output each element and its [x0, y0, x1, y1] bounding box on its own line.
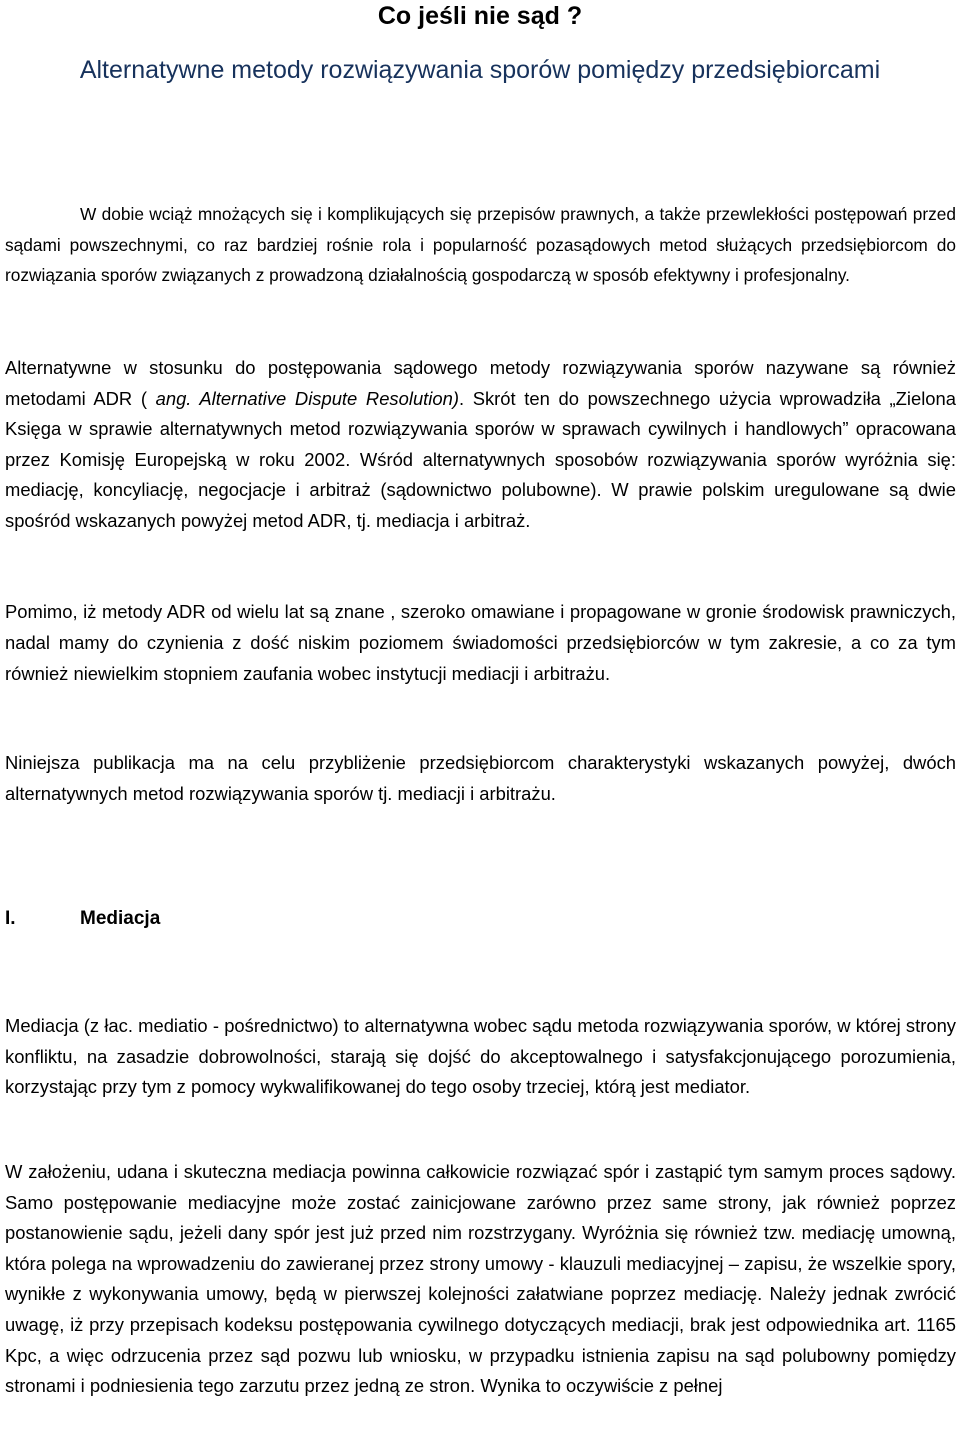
mediation-details-paragraph: W założeniu, udana i skuteczna mediacja powinna całkowicie rozwiązać spór i zastąpić tym samym proces sądowy. Samo postępowanie mediacyjne może zostać zainicjowane zarówno przez same strony, jak również poprzez postanowienie sądu, jeżeli dany spór jest już przed nim rozstrzygany. Wyróżnia się również tzw. mediację umowną, która polega na wprowadzeniu do zawieranej przez strony umowy - klauzuli mediacyjnej – zapisu, że wszelkie spory, wynikłe z wykonywania umowy, będą w pierwszej kolejności załatwiane poprzez mediację. Należy jednak zwrócić uwagę, iż przy przepisach kodeksu postępowania cywilnego dotyczących mediacji, brak jest odpowiednika art. 1165 Kpc, a więc odrzucenia przez sąd pozwu lub wniosku, w przypadku istnienia zapisu na sąd polubowny pomiędzy stronami i podniesienia tego zarzutu przez jedną ze stron. Wynika to oczywiście z pełnej	[5, 1161, 956, 1397]
section-title: Mediacja	[80, 908, 161, 929]
intro-text: W dobie wciąż mnożących się i komplikujących się przepisów prawnych, a także przewlekłości postępowań przed sądami powszechnymi, co raz bardziej rośnie rola i popularność pozasądowych metod służących przedsiębiorcom do rozwiązania sporów związanych z prowadzoną działalnością gospodarczą w sposób efektywny i profesjonalny.	[5, 204, 956, 286]
adr-italic-term: ang. Alternative Dispute Resolution)	[155, 387, 459, 409]
adr-paragraph	[5, 353, 956, 537]
section-heading	[5, 906, 160, 932]
section-number: I.	[5, 908, 16, 929]
purpose-paragraph: Niniejsza publikacja ma na celu przybliżenie przedsiębiorcom charakterystyki wskazanych powyżej, dwóch alternatywnych metod rozwiązywania sporów tj. mediacji i arbitrażu.	[5, 752, 956, 804]
mediation-definition-paragraph: Mediacja (z łac. mediatio - pośrednictwo) to alternatywna wobec sądu metoda rozwiązywania sporów, w której strony konfliktu, na zasadzie dobrowolności, starają się dojść do akceptowalnego i satysfakcjonującego porozumienia, korzystając przy tym z pomocy wykwalifikowanej do tego osoby trzeciej, którą jest mediator.	[5, 1015, 956, 1098]
adr-text-end: . Skrót ten do powszechnego użycia wprowadziła „Zielona Księga w sprawie alternatywnych metod rozwiązywania sporów w sprawach cywilnych i handlowych” opracowana przez Komisję Europejską w roku 2002. Wśród alternatywnych sposobów rozwiązywania sporów wyróżnia się: mediację, koncyliację, negocjacje i arbitraż (sądownictwo polubowne). W prawie polskim uregulowane są dwie spośród wskazanych powyżej metod ADR, tj. mediacja i arbitraż.	[5, 387, 956, 531]
awareness-paragraph: Pomimo, iż metody ADR od wielu lat są znane , szeroko omawiane i propagowane w gronie środowisk prawniczych, nadal mamy do czynienia z dość niskim poziomem świadomości przedsiębiorców w tym zakresie, a co za tym również niewielkim stopniem zaufania wobec instytucji mediacji i arbitrażu.	[5, 601, 956, 685]
document-title: Co jeśli nie sąd ?	[377, 2, 583, 30]
document-subtitle: Alternatywne metody rozwiązywania sporów pomiędzy przedsiębiorcami	[79, 56, 881, 84]
intro-paragraph	[5, 199, 956, 291]
adr-text-start: Alternatywne w stosunku do postępowania sądowego metody rozwiązywania sporów nazywane są również metodami ADR (	[5, 357, 956, 409]
